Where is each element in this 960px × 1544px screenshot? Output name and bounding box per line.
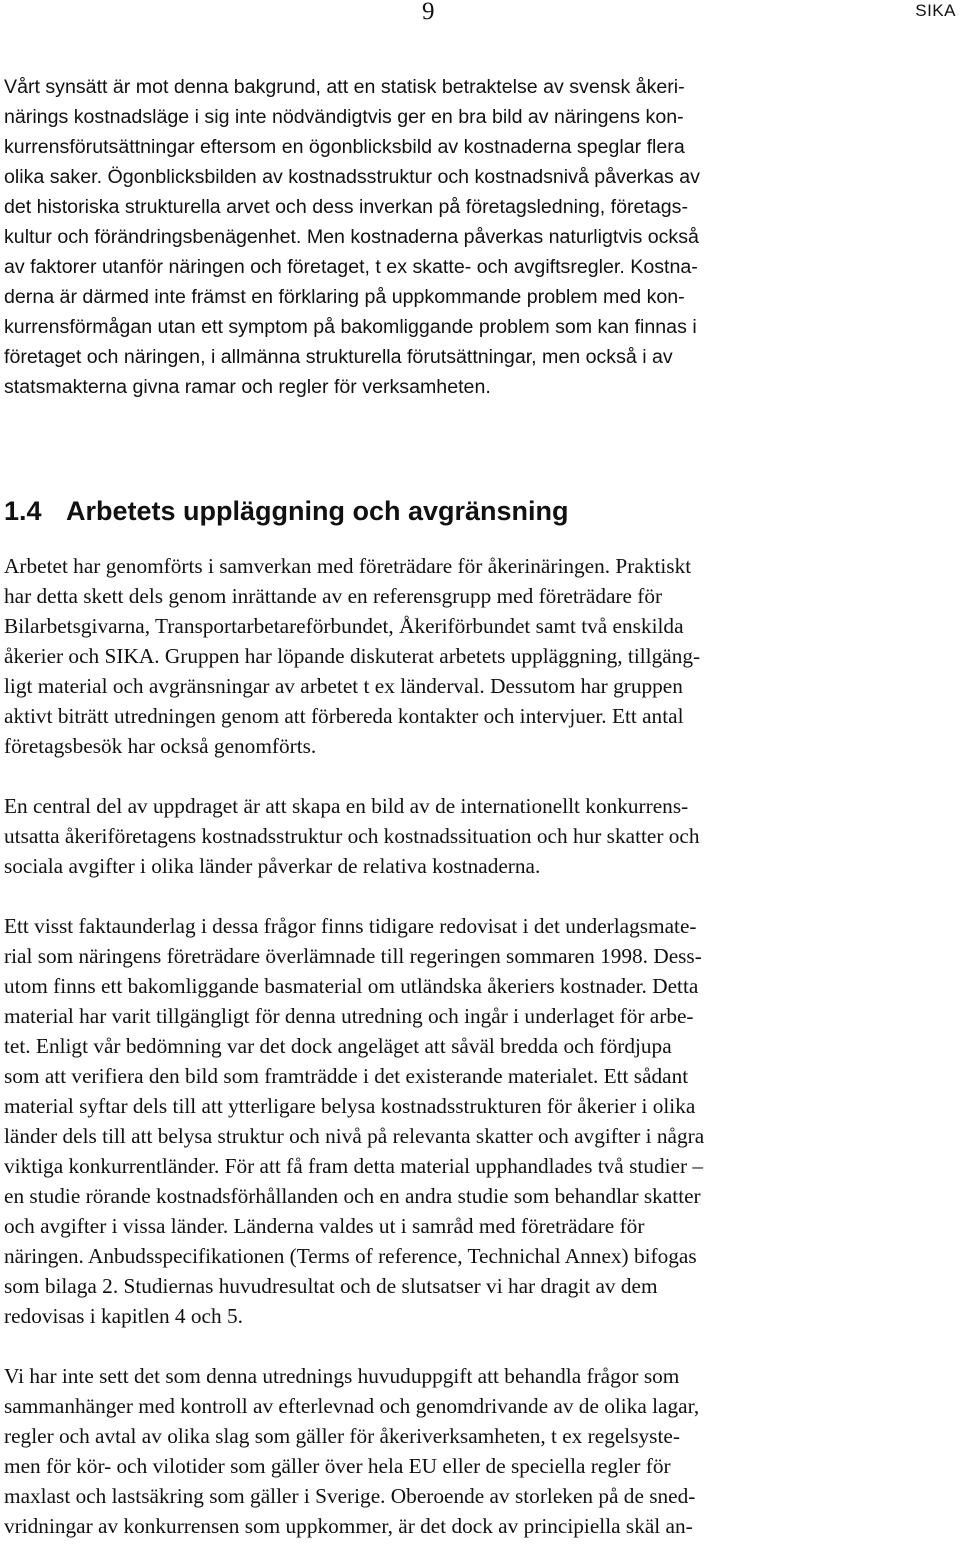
body-paragraph [4,1361,956,1541]
brand-mark: SIKA [915,1,956,20]
paragraph-line: utom finns ett bakomliggande basmaterial om utländska åkeriers kostnader. Detta [4,974,699,998]
paragraph-line: sociala avgifter i olika länder påverkar de relativa kostnaderna. [4,854,541,878]
paragraph-line: En central del av uppdraget är att skapa en bild av de internationellt konkurrens- [4,794,689,818]
paragraph-line: som att verifiera den bild som framträdde i det existerande materialet. Ett sådant [4,1064,689,1088]
paragraph-line: näringen. Anbudsspecifikationen (Terms of reference, Technichal Annex) bifogas [4,1244,697,1268]
paragraph-line: som bilaga 2. Studiernas huvudresultat och de slutsatser vi har dragit av dem [4,1274,658,1298]
paragraph-line: Vi har inte sett det som denna utrednings huvuduppgift att behandla frågor som [4,1364,680,1388]
paragraph-line: derna är därmed inte främst en förklaring på uppkommande problem med kon- [4,286,685,308]
paragraph-line: regler och avtal av olika slag som gäller för åkeriverksamheten, t ex regelsyste- [4,1424,680,1448]
paragraph-line: Ett visst faktaunderlag i dessa frågor finns tidigare redovisat i det underlagsmate- [4,914,697,938]
section-number: 1.4 [4,496,42,526]
page-body [4,72,956,1541]
body-paragraph [4,791,956,881]
paragraph-line: företagsbesök har också genomförts. [4,734,317,758]
paragraph-line: åkerier och SIKA. Gruppen har löpande diskuterat arbetets uppläggning, tillgäng- [4,644,701,668]
paragraph-line: det historiska strukturella arvet och dess inverkan på företagsledning, företags- [4,196,688,218]
intro-paragraph [4,72,956,402]
paragraph-line: tet. Enligt vår bedömning var det dock angeläget att såväl bredda och fördjupa [4,1034,672,1058]
paragraph-line: utsatta åkeriföretagens kostnadsstruktur och kostnadssituation och hur skatter och [4,824,700,848]
paragraph-line: Arbetet har genomförts i samverkan med företrädare för åkerinäringen. Praktiskt [4,554,692,578]
section-title: Arbetets uppläggning och avgränsning [66,496,569,526]
body-paragraph [4,551,956,761]
paragraph-line: av faktorer utanför näringen och företaget, t ex skatte- och avgiftsregler. Kostna- [4,256,698,278]
paragraph-line: olika saker. Ögonblicksbilden av kostnadsstruktur och kostnadsnivå påverkas av [4,166,700,188]
paragraph-line: Vårt synsätt är mot denna bakgrund, att en statisk betraktelse av svensk åkeri- [4,76,685,98]
body-paragraph [4,911,956,1331]
paragraph-line: har detta skett dels genom inrättande av en referensgrupp med företrädare för [4,584,663,608]
paragraph-line: Bilarbetsgivarna, Transportarbetareförbundet, Åkeriförbundet samt två enskilda [4,614,684,638]
paragraph-line: maxlast och lastsäkring som gäller i Sverige. Oberoende av storleken på de sned- [4,1484,696,1508]
paragraph-line: redovisas i kapitlen 4 och 5. [4,1304,243,1328]
paragraph-line: kurrensförmågan utan ett symptom på bakomliggande problem som kan finnas i [4,316,697,338]
paragraph-line: aktivt biträtt utredningen genom att förbereda kontakter och intervjuer. Ett antal [4,704,684,728]
paragraph-line: viktiga konkurrentländer. För att få fram detta material upphandlades två studier – [4,1154,704,1178]
paragraph-line: vridningar av konkurrensen som uppkommer, är det dock av principiella skäl an- [4,1514,693,1538]
paragraph-line: en studie rörande kostnadsförhållanden och en andra studie som behandlar skatter [4,1184,701,1208]
paragraph-line: rial som näringens företrädare överlämnade till regeringen sommaren 1998. Dess- [4,944,702,968]
page-number: 9 [422,0,435,25]
paragraph-line: men för kör- och vilotider som gäller över hela EU eller de speciella regler för [4,1454,671,1478]
paragraph-line: sammanhänger med kontroll av efterlevnad och genomdrivande av de olika lagar, [4,1394,700,1418]
paragraph-line: länder dels till att belysa struktur och nivå på relevanta skatter och avgifter i några [4,1124,705,1148]
section-heading [4,494,956,528]
paragraph-line: kurrensförutsättningar eftersom en ögonblicksbild av kostnaderna speglar flera [4,136,685,158]
paragraph-line: företaget och näringen, i allmänna strukturella förutsättningar, men också i av [4,346,673,368]
paragraph-line: kultur och förändringsbenägenhet. Men kostnaderna påverkas naturligtvis också [4,226,699,248]
paragraph-line: närings kostnadsläge i sig inte nödvändigtvis ger en bra bild av näringens kon- [4,106,684,128]
paragraph-line: material har varit tillgängligt för denna utredning och ingår i underlaget för arbe- [4,1004,694,1028]
paragraph-line: ligt material och avgränsningar av arbetet t ex länderval. Dessutom har gruppen [4,674,683,698]
paragraph-line: och avgifter i vissa länder. Länderna valdes ut i samråd med företrädare för [4,1214,645,1238]
paragraph-line: material syftar dels till att ytterligare belysa kostnadsstrukturen för åkerier i olika [4,1094,696,1118]
paragraph-line: statsmakterna givna ramar och regler för verksamheten. [4,376,491,398]
